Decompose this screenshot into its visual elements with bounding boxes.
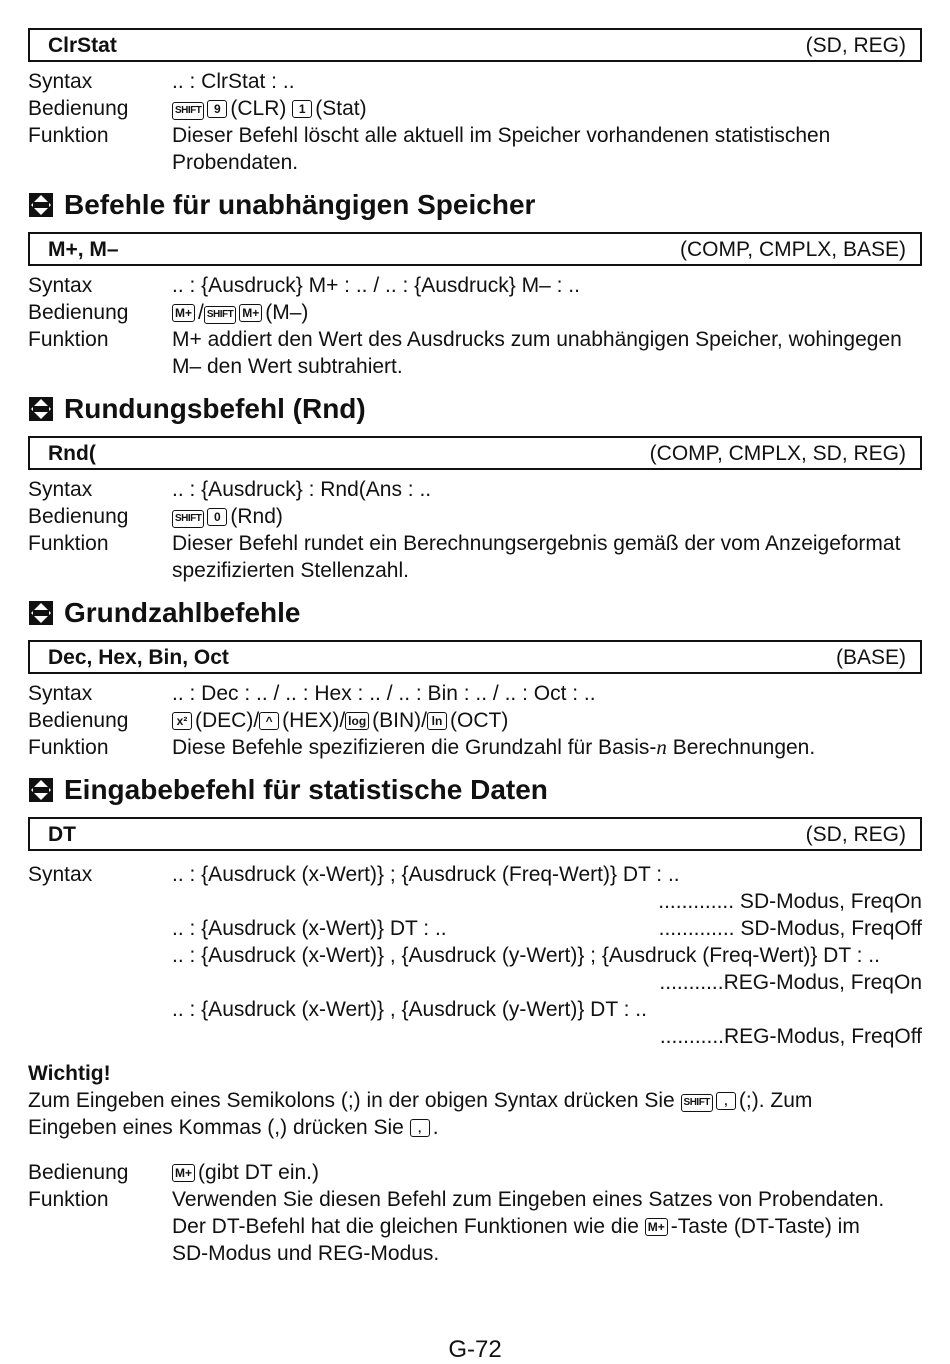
row-label: Syntax	[28, 70, 93, 93]
separator: /	[198, 301, 204, 324]
syntax-text: .. : {Ausdruck (x-Wert)} , {Ausdruck (y-Wert)} DT : ..	[172, 998, 647, 1021]
command-name: DT	[48, 822, 76, 846]
syntax-text: .. : {Ausdruck (x-Wert)} DT : ..	[172, 917, 447, 940]
section-title: Befehle für unabhängigen Speicher	[64, 189, 536, 220]
command-details-clrstat	[28, 68, 922, 176]
row-label: Funktion	[28, 736, 109, 759]
syntax-row	[28, 272, 922, 299]
operation-row	[28, 299, 922, 326]
row-label: Funktion	[28, 328, 109, 351]
shift-key-icon: SHIFT	[172, 510, 204, 528]
row-label: Funktion	[28, 532, 109, 555]
function-text: Dieser Befehl löscht alle aktuell im Speicher vorhandenen statistischen Probendaten.	[172, 124, 831, 174]
command-name: M+, M–	[48, 237, 119, 261]
row-label: Funktion	[28, 1188, 109, 1211]
operation-text: (CLR)	[230, 97, 287, 120]
mode-note: ............. SD-Modus, FreqOff	[658, 917, 922, 940]
m-plus-key-icon: M+	[239, 304, 262, 322]
command-modes: (SD, REG)	[805, 33, 906, 57]
command-modes: (BASE)	[835, 645, 906, 669]
diamond-bullet-icon	[28, 396, 54, 422]
row-label: Syntax	[28, 478, 93, 501]
command-header-rnd	[28, 436, 922, 470]
row-label: Syntax	[28, 863, 93, 886]
mode-note: ............. SD-Modus, FreqOn	[658, 890, 922, 913]
operation-text: (Rnd)	[230, 505, 283, 528]
important-note: Zum Eingeben eines Semikolons (;) in der obigen Syntax drücken Sie SHIFT , (;). Zum Eingeben eines Kommas (,) drücken Sie , .	[28, 1089, 813, 1139]
x-squared-key-icon: x²	[172, 712, 192, 730]
shift-key-icon: SHIFT	[204, 306, 236, 324]
function-row	[28, 530, 922, 584]
function-row	[28, 326, 922, 380]
page-number: G-72	[448, 1336, 502, 1363]
syntax-row	[28, 68, 922, 95]
row-label: Bedienung	[28, 709, 129, 732]
function-row	[28, 1186, 922, 1267]
m-plus-key-icon: M+	[645, 1218, 668, 1236]
operation-text: (DEC)/	[195, 709, 260, 732]
section-title: Rundungsbefehl (Rnd)	[64, 393, 366, 424]
mode-note: ...........REG-Modus, FreqOn	[659, 971, 922, 994]
function-text: Verwenden Sie diesen Befehl zum Eingeben eines Satzes von Probendaten. Der DT-Befehl hat die gleichen Funktionen wie die M+ -Taste (DT-Taste) im SD-Modus und REG-Modus.	[172, 1188, 885, 1265]
operation-row	[28, 1159, 922, 1186]
syntax-text: .. : ClrStat : ..	[172, 70, 295, 93]
syntax-row	[28, 861, 922, 888]
syntax-text: .. : Dec : .. / .. : Hex : .. / .. : Bin : .. / .. : Oct : ..	[172, 682, 596, 705]
command-name: Dec, Hex, Bin, Oct	[48, 645, 229, 669]
row-label: Funktion	[28, 124, 109, 147]
command-name: ClrStat	[48, 33, 117, 57]
diamond-bullet-icon	[28, 192, 54, 218]
section-heading	[28, 773, 922, 807]
command-details-dt	[28, 861, 922, 1050]
operation-text: (BIN)/	[372, 709, 427, 732]
operation-text: (M–)	[265, 301, 309, 324]
command-modes: (COMP, CMPLX, SD, REG)	[649, 441, 906, 465]
syntax-row	[28, 996, 922, 1023]
section-heading	[28, 188, 922, 222]
command-header-base	[28, 640, 922, 674]
row-label: Bedienung	[28, 301, 129, 324]
command-header-mplus	[28, 232, 922, 266]
mode-note: ...........REG-Modus, FreqOff	[659, 1025, 922, 1048]
operation-row	[28, 707, 922, 734]
function-text: Dieser Befehl rundet ein Berechnungsergebnis gemäß der vom Anzeigeformat spezifizierten Stellenzahl.	[172, 532, 901, 582]
command-header-clrstat	[28, 28, 922, 62]
syntax-row	[28, 476, 922, 503]
operation-row	[28, 95, 922, 122]
command-header-dt	[28, 817, 922, 851]
row-label: Syntax	[28, 682, 93, 705]
diamond-bullet-icon	[28, 600, 54, 626]
syntax-row	[28, 680, 922, 707]
comma-key-icon: ,	[716, 1092, 736, 1110]
command-details-base	[28, 680, 922, 761]
ln-key-icon: ln	[427, 712, 447, 730]
key-1-icon: 1	[292, 100, 312, 118]
operation-row	[28, 503, 922, 530]
syntax-text: .. : {Ausdruck} M+ : .. / .. : {Ausdruck} M– : ..	[172, 274, 580, 297]
section-title: Grundzahlbefehle	[64, 597, 301, 628]
syntax-row	[28, 915, 922, 942]
syntax-text: .. : {Ausdruck (x-Wert)} , {Ausdruck (y-Wert)} ; {Ausdruck (Freq-Wert)} DT : ..	[172, 944, 880, 967]
syntax-row	[28, 942, 922, 969]
key-9-icon: 9	[207, 100, 227, 118]
row-label: Syntax	[28, 274, 93, 297]
log-key-icon: log	[345, 712, 369, 730]
m-plus-key-icon: M+	[172, 1164, 195, 1182]
row-label: Bedienung	[28, 1161, 129, 1184]
shift-key-icon: SHIFT	[681, 1094, 713, 1112]
syntax-text: .. : {Ausdruck (x-Wert)} ; {Ausdruck (Freq-Wert)} DT : ..	[172, 863, 680, 886]
key-0-icon: 0	[207, 508, 227, 526]
syntax-text: .. : {Ausdruck} : Rnd(Ans : ..	[172, 478, 432, 501]
operation-text: (HEX)/	[282, 709, 346, 732]
section-title: Eingabebefehl für statistische Daten	[64, 774, 548, 805]
function-row	[28, 734, 922, 761]
caret-key-icon: ^	[259, 712, 279, 730]
command-details-mplus	[28, 272, 922, 380]
command-modes: (COMP, CMPLX, BASE)	[680, 237, 906, 261]
shift-key-icon: SHIFT	[172, 102, 204, 120]
operation-text: (OCT)	[450, 709, 509, 732]
command-modes: (SD, REG)	[805, 822, 906, 846]
section-heading	[28, 596, 922, 630]
row-label: Bedienung	[28, 505, 129, 528]
operation-text: (Stat)	[315, 97, 367, 120]
section-heading	[28, 392, 922, 426]
row-label: Bedienung	[28, 97, 129, 120]
important-heading: Wichtig!	[28, 1062, 111, 1085]
diamond-bullet-icon	[28, 777, 54, 803]
m-plus-key-icon: M+	[172, 304, 195, 322]
dt-operation	[28, 1159, 922, 1267]
function-text: Diese Befehle spezifizieren die Grundzahl für Basis-n Berechnungen.	[172, 735, 816, 759]
comma-key-icon: ,	[410, 1119, 430, 1137]
command-name: Rnd(	[48, 441, 96, 465]
function-text: M+ addiert den Wert des Ausdrucks zum unabhängigen Speicher, wohingegen M– den Wert subtrahiert.	[172, 328, 902, 378]
command-details-rnd	[28, 476, 922, 584]
function-row	[28, 122, 922, 176]
operation-text: (gibt DT ein.)	[198, 1161, 320, 1184]
